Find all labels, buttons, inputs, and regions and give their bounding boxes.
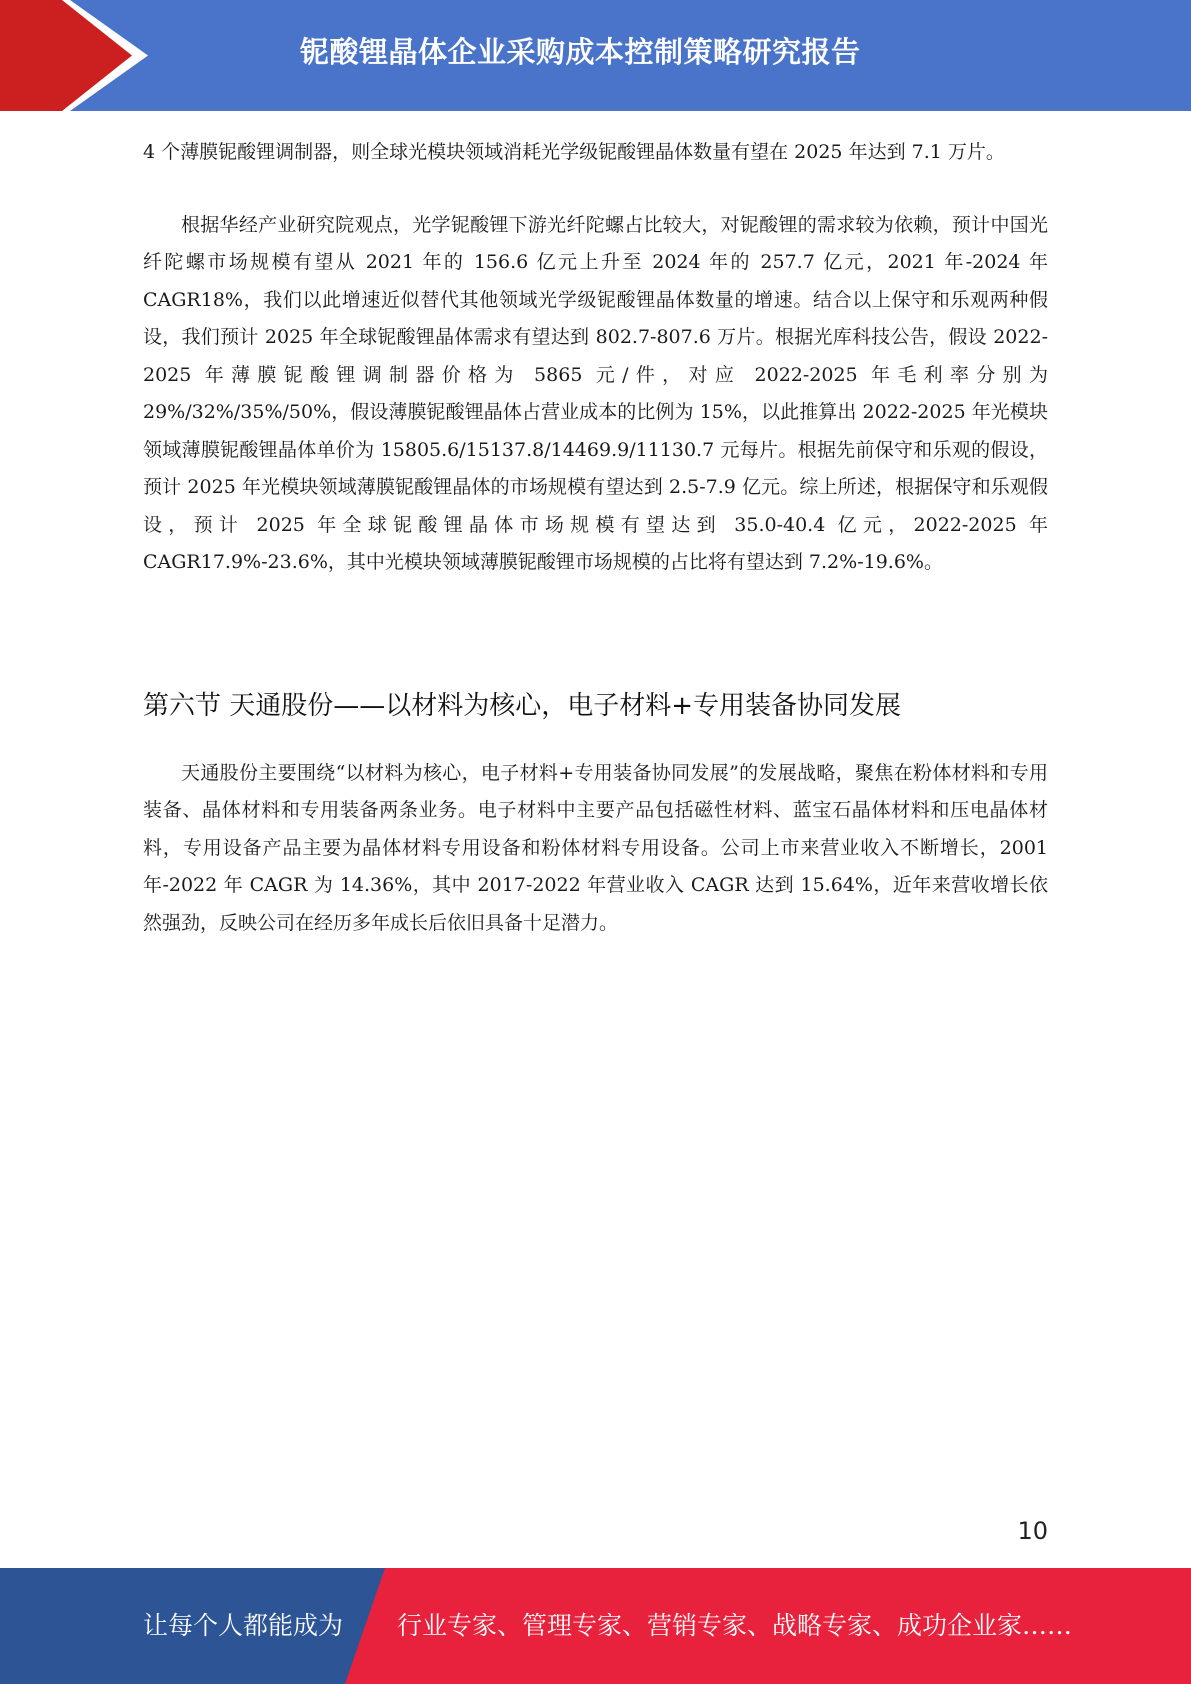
header-banner: [0, 0, 1191, 111]
paragraph-market-forecast: 根据华经产业研究院观点，光学铌酸锂下游光纤陀螺占比较大，对铌酸锂的需求较为依赖，预计中国光纤陀螺市场规模有望从 2021 年的 156.6 亿元上升至 2024 年的 257.7 亿元，2021 年-2024 年 CAGR18%，我们以此增速近似替代其他领域光学级铌酸锂晶体数量的增速。结合以上保守和乐观两种假设，我们预计 2025 年全球铌酸锂晶体需求有望达到 802.7-807.6 万片。根据光库科技公告，假设 2022-2025 年薄膜铌酸锂调制器价格为 5865 元/件，对应 2022-2025 年毛利率分别为 29%/32%/35%/50%，假设薄膜铌酸锂晶体占营业成本的比例为 15%，以此推算出 2022-2025 年光模块领域薄膜铌酸锂晶体单价为 15805.6/15137.8/14469.9/11130.7 元每片。根据先前保守和乐观的假设，预计 2025 年光模块领域薄膜铌酸锂晶体的市场规模有望达到 2.5-7.9 亿元。综上所述，根据保守和乐观假设，预计 2025 年全球铌酸锂晶体市场规模有望达到 35.0-40.4 亿元，2022-2025 年 CAGR17.9%-23.6%，其中光模块领域薄膜铌酸锂市场规模的占比将有望达到 7.2%-19.6%。: [143, 213, 1048, 573]
footer-slogan-left: 让每个人都能成为: [143, 1611, 344, 1640]
paragraph-continued: 4 个薄膜铌酸锂调制器，则全球光模块领域消耗光学级铌酸锂晶体数量有望在 2025 年达到 7.1 万片。: [143, 141, 1005, 163]
page-number: 10: [1017, 1517, 1048, 1545]
paragraph-company-intro: 天通股份主要围绕“以材料为核心，电子材料+专用装备协同发展”的发展战略，聚焦在粉体材料和专用装备、晶体材料和专用装备两条业务。电子材料中主要产品包括磁性材料、蓝宝石晶体材料和压电晶体材料，专用设备产品主要为晶体材料专用设备和粉体材料专用设备。公司上市来营业收入不断增长，2001 年-2022 年 CAGR 为 14.36%，其中 2017-2022 年营业收入 CAGR 达到 15.64%，近年来营收增长依然强劲，反映公司在经历多年成长后依旧具备十足潜力。: [143, 761, 1048, 934]
footer-banner: [0, 1568, 1191, 1684]
main-content: [143, 134, 1048, 942]
footer-slogan-right: 行业专家、管理专家、营销专家、战略专家、成功企业家……: [397, 1611, 1073, 1640]
section-heading: 第六节 天通股份——以材料为核心，电子材料+专用装备协同发展: [143, 690, 902, 721]
header-chevron-decoration: [0, 0, 150, 111]
document-title: 铌酸锂晶体企业采购成本控制策略研究报告: [300, 35, 861, 69]
